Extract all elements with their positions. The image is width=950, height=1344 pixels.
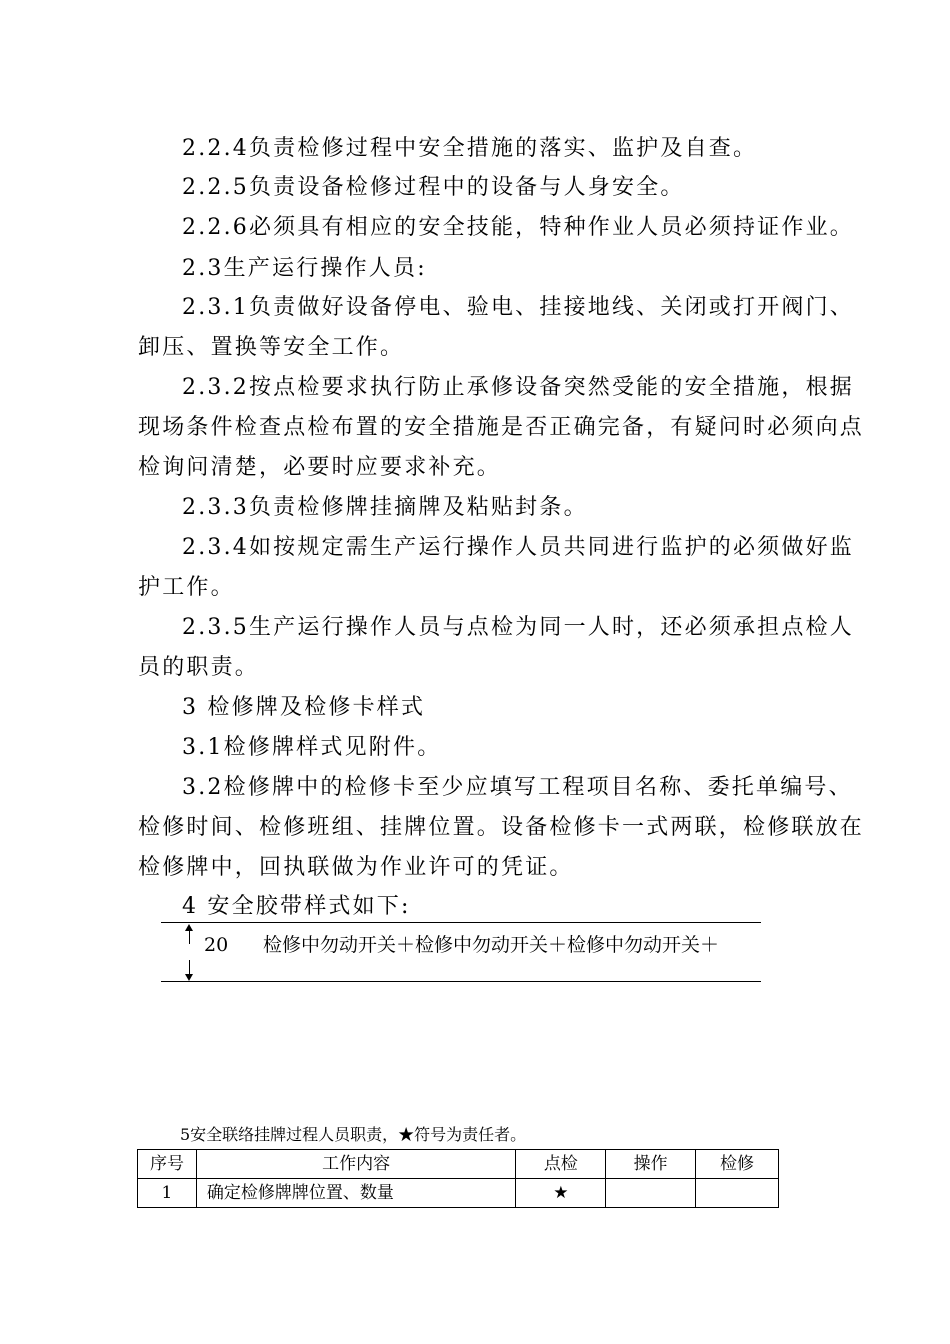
para-2-3-1-line2: 卸压、置换等安全工作。 [138, 335, 405, 360]
para-2-2-6: 2.2.6必须具有相应的安全技能，特种作业人员必须持证作业。 [182, 215, 854, 240]
para-3-2-line3: 检修牌中，回执联做为作业许可的凭证。 [138, 855, 574, 880]
header-content: 工作内容 [196, 1150, 515, 1179]
para-3-1: 3.1检修牌样式见附件。 [182, 735, 442, 760]
para-2-3-2-line2: 现场条件检查点检布置的安全措施是否正确完备，有疑问时必须向点 [138, 415, 865, 440]
para-2-2-4: 2.2.4负责检修过程中安全措施的落实、监护及自查。 [182, 136, 758, 161]
table-row [138, 1179, 779, 1208]
header-inspection: 点检 [516, 1150, 606, 1179]
para-2-3-4-line2: 护工作。 [138, 575, 235, 600]
cell-maintenance [696, 1179, 779, 1208]
header-maintenance: 检修 [696, 1150, 779, 1179]
para-2-3-5-line2: 员的职责。 [138, 655, 260, 680]
tape-top-edge [161, 922, 761, 923]
para-2-3-4-line1: 2.3.4如按规定需生产运行操作人员共同进行监护的必须做好监 [182, 535, 854, 560]
dimension-line-top [189, 930, 190, 944]
para-2-3-1-line1: 2.3.1负责做好设备停电、验电、挂接地线、关闭或打开阀门、 [182, 295, 854, 320]
dimension-line-bottom [189, 960, 190, 974]
cell-seq: 1 [138, 1179, 197, 1208]
para-2-3-5-line1: 2.3.5生产运行操作人员与点检为同一人时，还必须承担点检人 [182, 615, 854, 640]
header-seq: 序号 [138, 1150, 197, 1179]
cell-content: 确定检修牌牌位置、数量 [196, 1179, 515, 1208]
para-2-3-2-line1: 2.3.2按点检要求执行防止承修设备突然受能的安全措施，根据 [182, 375, 854, 400]
table-caption: 5安全联络挂牌过程人员职责，★符号为责任者。 [180, 1125, 527, 1144]
tape-bottom-edge [161, 981, 761, 982]
para-3-2-line1: 3.2检修牌中的检修卡至少应填写工程项目名称、委托单编号、 [182, 775, 853, 800]
table-header-row [138, 1150, 779, 1179]
heading-4: 4 安全胶带样式如下: [182, 894, 411, 919]
tape-width-label: 20 [204, 934, 229, 956]
para-2-2-5: 2.2.5负责设备检修过程中的设备与人身安全。 [182, 175, 685, 200]
arrow-down-icon [185, 974, 193, 981]
responsibility-table [137, 1149, 779, 1208]
heading-2-3: 2.3生产运行操作人员: [182, 256, 427, 281]
para-2-3-2-line3: 检询问清楚，必要时应要求补充。 [138, 455, 502, 480]
tape-text: 检修中勿动开关＋检修中勿动开关＋检修中勿动开关＋ [263, 934, 720, 956]
header-operation: 操作 [606, 1150, 696, 1179]
heading-3: 3 检修牌及检修卡样式 [182, 695, 426, 720]
star-icon: ★ [516, 1179, 606, 1208]
cell-operation [606, 1179, 696, 1208]
para-2-3-3: 2.3.3负责检修牌挂摘牌及粘贴封条。 [182, 495, 588, 520]
para-3-2-line2: 检修时间、检修班组、挂牌位置。设备检修卡一式两联，检修联放在 [138, 815, 865, 840]
